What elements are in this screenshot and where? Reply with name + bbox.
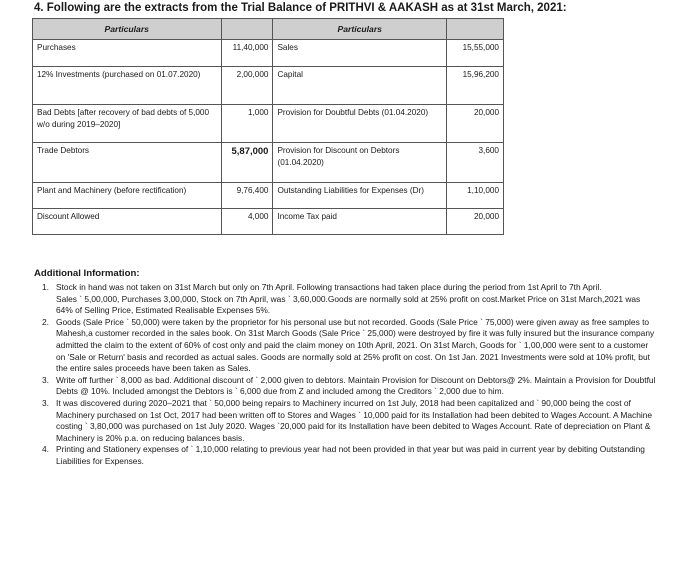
item-number: 2.: [42, 316, 49, 327]
credit-particular: Provision for Discount on Debtors (01.04.2020): [273, 143, 447, 183]
credit-amount: 15,55,000: [447, 40, 504, 67]
credit-particular: Capital: [273, 67, 447, 105]
list-item: [38, 444, 656, 467]
table-row: [33, 67, 504, 105]
debit-amount: 2,00,000: [221, 67, 273, 105]
item-number: 3.: [42, 397, 49, 408]
item-text: Write off further ` 8,000 as bad. Additional discount of ` 2,000 given to debtors. Maintain Provision for Discount on Debtors@ 2%. Maintain a Provision for Doubtful Debts @ 10%. Included amongst the Debtors is ` 6,000 due from Z and included among the Creditors ` 2,000 due to him.: [56, 374, 656, 397]
debit-particular: Bad Debts [after recovery of bad debts of 5,000 w/o during 2019–2020]: [33, 105, 222, 143]
debit-particular: Trade Debtors: [33, 143, 222, 183]
debit-amount: 11,40,000: [221, 40, 273, 67]
credit-amount: 20,000: [447, 209, 504, 235]
table-row: [33, 40, 504, 67]
item-text: Goods (Sale Price ` 50,000) were taken by the proprietor for his personal use but not recorded. Goods (Sale Price ` 75,000) were given away as free samples to Mahesh,a customer recorded in the sales book. On 31st March Goods (Sale Price ` 25,000) were destroyed by fire it was fully insured but the insurance company admitted the claim to the extent of 60% of cost only and paid the claim money on 10th April, 2021. On 31st March, Goods for ` 1,00,000 were sent to a customer on 'Sale or Return' basis and recorded as actual sales. Goods are normally sold at 25% profit on cost. On 1st Jan. 2021 Investments were sold at 10% profit, but the entire sales proceeds have been taken as Sales.: [56, 316, 655, 374]
header-amount-left: [221, 19, 273, 40]
table-row: [33, 105, 504, 143]
item-text: It was discovered during 2020–2021 that ` 50,000 being repairs to Machinery incurred on 1st July, 2018 had been capitalized and ` 90,000 being the cost of Machinery purchased on 1st Oct, 2017 had been written off to Stores and Wages ` 10,000 paid for its Installation had been debited to Wages Account. A Machine costing ` 3,80,000 was purchased on 1st July 2020. Wages `20,000 paid for its Installation have been debited to Wages Account. Rate of depreciation on Plant & Machinery is 20% p.a. on reducing balances basis.: [56, 397, 653, 443]
additional-info-list: [38, 282, 656, 468]
additional-info-title: Additional Information:: [34, 268, 140, 279]
item-number: 3.: [42, 374, 49, 385]
credit-amount: 3,600: [447, 143, 504, 183]
header-particulars-right: Particulars: [273, 19, 447, 40]
credit-particular: Income Tax paid: [273, 209, 447, 235]
debit-amount: 9,76,400: [221, 183, 273, 209]
credit-amount: 15,96,200: [447, 67, 504, 105]
credit-particular: Provision for Doubtful Debts (01.04.2020): [273, 105, 447, 143]
credit-amount: 20,000: [447, 105, 504, 143]
credit-particular: Sales: [273, 40, 447, 67]
debit-particular: Discount Allowed: [33, 209, 222, 235]
credit-amount: 1,10,000: [447, 183, 504, 209]
list-item: [38, 375, 656, 398]
trial-balance-table: [32, 18, 504, 235]
debit-particular: 12% Investments (purchased on 01.07.2020): [33, 67, 222, 105]
debit-particular: Purchases: [33, 40, 222, 67]
question-heading: 4. Following are the extracts from the Trial Balance of PRITHVI & AAKASH as at 31st March, 2021:: [34, 2, 567, 14]
debit-amount: 4,000: [221, 209, 273, 235]
list-item: [38, 398, 656, 444]
table-row: [33, 183, 504, 209]
debit-particular: Plant and Machinery (before rectification): [33, 183, 222, 209]
debit-amount: 5,87,000: [221, 143, 273, 183]
header-particulars-left: Particulars: [33, 19, 222, 40]
item-text: Printing and Stationery expenses of ` 1,10,000 relating to previous year had not been provided in that year but was paid in current year by debiting Outstanding Liabilities for Expenses.: [56, 444, 645, 466]
header-amount-right: [447, 19, 504, 40]
item-subtext: Sales ` 5,00,000, Purchases 3,00,000, Stock on 7th April, was ` 3,60,000.Goods are normally sold at 25% profit on cost.Market Price on 31st March,2021 was 64% of Selling Price, Estimated Realisable Expenses 5%.: [56, 293, 641, 316]
list-item: [38, 282, 656, 317]
item-text: Stock in hand was not taken on 31st March but only on 7th April. Following transactions had taken place during the period from 1st April to 7th April.: [56, 282, 602, 292]
table-row: [33, 143, 504, 183]
list-item: [38, 317, 656, 375]
credit-particular: Outstanding Liabilities for Expenses (Dr): [273, 183, 447, 209]
debit-amount: 1,000: [221, 105, 273, 143]
table-row: [33, 209, 504, 235]
item-number: 4.: [42, 444, 49, 455]
item-number: 1.: [42, 282, 49, 292]
table-header-row: [33, 19, 504, 40]
